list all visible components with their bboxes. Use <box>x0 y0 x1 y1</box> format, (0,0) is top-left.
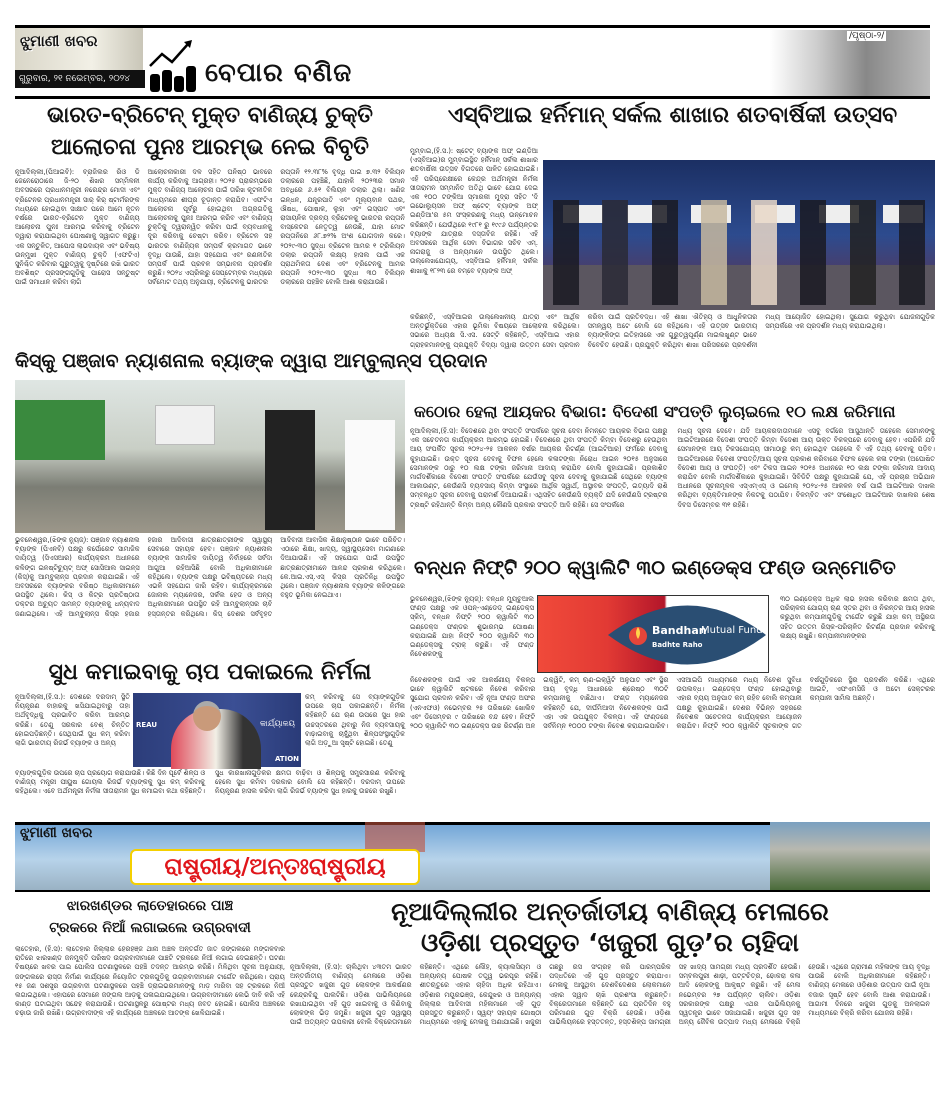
nirmala-body-right: କମ୍ କରିବାକୁ ସେ ବ୍ୟାଙ୍କଗୁଡ଼ିକ ଉପରେ ଚାପ ପକାଇଛନ୍ତି। ନିର୍ମଳା କହିଛନ୍ତି ଯେ ଋଣ ଉପରେ ସୁଧ ହାର ଉଚ୍ଚସ୍ତରରେ ଥିବାରୁ ନିଜ ବ୍ୟବସାୟକୁ ବାଢ଼ାଇବାକୁ ଚାହୁଁଥିବା ଶିଳ୍ପସଂସ୍ଥାଗୁଡ଼ିକ ଲାଗି ଅଡ଼ୁଆ ସୃଷ୍ଟି ହୋଇଛି। ତେଣୁ <box>305 693 405 748</box>
sbi-body-below: କରିଛନ୍ତି, ଏସ୍‌ବିଆଇର ଉଲ୍ଲେଖନୀୟ ଯାତ୍ରା ଏବଂ ଆର୍ଥିକ ଅନ୍ତର୍ଭୁକ୍ତିରେ ଏହାର ଭୂମିକା ବିଷୟରେ ଆଲୋଚନା କରିଥିଲେ। ସଭାରେ ଅଧ୍ୟକ୍ଷ ସି.ଏସ. ସେଟ୍ଟି କହିଛନ୍ତି, ଏସ୍‌ବିଆଇ ଏହାର ଗ୍ରାହକମାନଙ୍କୁ ପ୍ରଯୁକ୍ତି ବିଦ୍ୟା ଦ୍ୱାରା ଉତ୍ତମ ସେବା ପ୍ରଦାନ କରିବା ପାଇଁ ପ୍ରତିବଦ୍ଧ। ଏହି ଶାଖା ଐତିହ୍ୟ ଓ ଆଧୁନିକତାର ସମନ୍ୱୟ ଅଟେ ବୋଲି ସେ କହିଥିଲେ। ଏହି ଉତ୍ସବ ଭାରତୀୟ ବ୍ୟାଙ୍କିଙ୍ଗ ଇତିହାସରେ ଏକ ଗୁରୁତ୍ୱପୂର୍ଣ୍ଣ ମାଇଲଖୁଣ୍ଟ ଭାବେ ବିବେଚିତ ହେଉଛି। ପ୍ରଯୁକ୍ତି କରିଥିବା ଶାଖା ପରିସରରେ ପ୍ରଦର୍ଶନୀ ମଧ୍ୟ ଆୟୋଜିତ ହୋଇଥିଲା। ସୁଯୋଗ କରୁଥିବା ଯୋଜନାଗୁଡ଼ିକ ସମ୍ପର୍କରେ ଏକ ପ୍ରଦର୍ଶନ ମଧ୍ୟ କରାଯାଇଥିଲା। <box>410 313 935 349</box>
bandhan-body-right: ୩୦ ଇଣ୍ଡେକ୍ସ ଅଧିକ ଲାଭ ହାସଲ କରିବାର କ୍ଷମତା ଥିବା, ପରିଚାଳନା ଯୋଗ୍ୟ ଋଣ ସ୍ତର ଥିବା ଓ ନିରନ୍ତର ଆୟ ହାସଲ କରୁଥିବା କମ୍ପାନୀଗୁଡ଼ିକୁ ଟାର୍ଗେଟ କରୁଛି ଯାହା କମ୍ ଅସ୍ଥିରତା ସହିତ ଉତ୍ତମ ରିସ୍କ-ପରିଚାଳିତ ରିଟର୍ଣ୍ଣ ପ୍ରଦାନ କରିବାକୁ ଲକ୍ଷ୍ୟ ରଖୁଛି। କମ୍ପାନୀମାନଙ୍କର <box>780 595 935 640</box>
trade-fair-headline-1: ନୂଆଦିଲ୍ଲୀର ଅନ୍ତର୍ଜାତୀୟ ବାଣିଜ୍ୟ ମେଳାରେ <box>391 897 829 926</box>
pnb-body: ଭୁବନେଶ୍ୱର,(ଝିଙ୍କ ନ୍ୟୁଜ୍): ପଞ୍ଜାବ ନ୍ୟାଶନାଲ ବ୍ୟାଙ୍କ (ପିଏନବି) ପକ୍ଷରୁ କର୍ପୋରେଟ ସାମାଜିକ ଦାୟିତ୍ୱ (ସିଏସଆର) କାର୍ଯ୍ୟକ୍ରମ ଅଧୀନରେ କଳିଙ୍ଗ ଇନଷ୍ଟିଚ୍ୟୁଟ୍ ଅଫ୍ ସୋସିଆଲ ସାଇନ୍ସ (କିସ୍)କୁ ଆମ୍ବୁଲାନ୍ସ ପ୍ରଦାନ କରାଯାଇଛି। ଏହି ଅବସରରେ ବ୍ୟାଙ୍କର ବରିଷ୍ଠ ଅଧିକାରୀମାନେ ଉପସ୍ଥିତ ଥିଲେ। କିସ୍ ଓ କିଟ୍ର ପ୍ରତିଷ୍ଠାତା ଡକ୍ଟର ଅଚ୍ୟୁତ ସାମନ୍ତ ବ୍ୟାଙ୍କକୁ ଧନ୍ୟବାଦ ଜଣାଇଥିଲେ। ଏହି ଆମ୍ବୁଲାନ୍ସ କିସ୍ର ହଜାର ହଜାର ଆଦିବାସୀ ଛାତ୍ରଛାତ୍ରୀଙ୍କ ସ୍ୱାସ୍ଥ୍ୟ ସେବାରେ ସହାୟକ ହେବ। ପଞ୍ଜାବ ନ୍ୟାଶନାଲ ବ୍ୟାଙ୍କ ସାମାଜିକ ଦାୟିତ୍ୱ ନିର୍ବାହରେ ସର୍ବଦା ଆଗୁଆ ରହିଆସିଛି ବୋଲି ଅଧିକାରୀମାନେ କହିଥିଲେ। ବ୍ୟାଙ୍କ ପକ୍ଷରୁ ଭବିଷ୍ୟତରେ ମଧ୍ୟ ଏଭଳି ସହଯୋଗ ଜାରି ରହିବ। କାର୍ଯ୍ୟକ୍ରମରେ ଜୋନାଲ ମ୍ୟାନେଜର, ସର୍କଲ ହେଡ ଓ ଅନ୍ୟ ଅଧିକାରୀମାନେ ଉପସ୍ଥିତ ରହି ଆମ୍ବୁଲାନ୍ସର ଚାବି ହସ୍ତାନ୍ତର କରିଥିଲେ। କିସ୍ ଦେଶର ସର୍ବବୃହତ ଆଦିବାସୀ ଆବାସିକ ଶିକ୍ଷାନୁଷ୍ଠାନ ଭାବେ ପରିଚିତ। ଏଠାରେ ଶିକ୍ଷା, ଖାଦ୍ୟ, ସ୍ୱାସ୍ଥ୍ୟସେବା ମାଗଣାରେ ଦିଆଯାଉଛି। ଏହି ସହଯୋଗ ପାଇଁ ଉପସ୍ଥିତ ଛାତ୍ରଛାତ୍ରୀମାନେ ଆନନ୍ଦ ପ୍ରକାଶ କରିଥିଲେ। କେ.ଆଇ.ଏସ୍.ଏସ୍ କିସ୍‌ର ପ୍ରତିନିଧି ଉପସ୍ଥିତ ଥିଲେ। ପଞ୍ଜାବ ନ୍ୟାଶନାଲ ବ୍ୟାଙ୍କ କଳିଙ୍ଗରେ ବହୁତ ଭୂମିକା ନେଇଥାଏ। <box>15 536 405 618</box>
nirmala-headline: ସୁଧ କମାଇବାକୁ ଚାପ ପକାଇଲେ ନିର୍ମଳା <box>48 660 372 685</box>
masthead-paper-name: ଝୁମାଣୀ ଖବର <box>20 32 98 50</box>
photo-caption-right: କାର୍ଯ୍ୟାଳୟ <box>260 719 295 728</box>
bandhan-body-left: ଭୁବନେଶ୍ୱର,(ଝିଙ୍କ ନ୍ୟୁଜ୍): ବନ୍ଧନ ମ୍ୟୁଚୁଆଲ ଫଣ୍ଡ ପକ୍ଷରୁ ଏକ ଓପନ୍-ଏଣ୍ଡେଡ୍ ଇଣ୍ଡେକ୍ସ ସ୍କିମ୍, ବନ୍ଧନ ନିଫ୍ଟି ୨୦୦ କ୍ୱାଲିଟି ୩୦ ଇଣ୍ଡେକ୍ସ ଫଣ୍ଡର ଶୁଭାରମ୍ଭ ଘୋଷଣା କରାଯାଇଛି ଯାହା ନିଫ୍ଟି ୨୦୦ କ୍ୱାଲିଟି ୩୦ ଇଣ୍ଡେକ୍ସକୁ ଟ୍ରାକ୍ କରୁଛି। ଏହି ଫଣ୍ଡ ନିବେଶକଙ୍କୁ <box>410 595 534 659</box>
bandhan-headline: ବନ୍ଧନ ନିଫ୍ଟି ୨୦୦ କ୍ୱାଲିଟି ୩୦ ଇଣ୍ଡେକ୍ସ ଫଣ୍ଡ ଉନ୍ମୋଚିତ <box>414 557 896 579</box>
nirmala-photo <box>133 693 301 767</box>
photo-caption-left: REAU <box>136 721 158 729</box>
nirmala-body-below: ବ୍ୟାଙ୍କଗୁଡ଼ିକ ଉପରେ ଚାପ ପ୍ରୟୋଗ କରାଯାଉଛି। କିଛି ଦିନ ପୂର୍ବେ ଶିଳ୍ପ ଓ ବାଣିଜ୍ୟ ମନ୍ତ୍ରୀ ପୀୟୁଷ ଗୋୟଲ ରିଜର୍ଭ ବ୍ୟାଙ୍କକୁ ସୁଧ କମ୍ କରିବାକୁ କହିଥିଲେ। ଏବେ ଅର୍ଥମନ୍ତ୍ରୀ ନିର୍ମଳା ସୀତାରାମନ ସୁଧ କମାଇବା କଥା କହିଛନ୍ତି। ସୁଧ କାରଖାନାଗୁଡ଼ିକର କ୍ଷମତା ବାଢ଼ିବା ଓ ଶିଳ୍ପକୁ ସମ୍ପ୍ରସାରଣ କରିବାକୁ ହେଲେ ସୁଧ କମିବା ଦରକାର ବୋଲି ସେ କହିଛନ୍ତି। ଦରଦାମ୍ ଉପରେ ନିୟନ୍ତ୍ରଣ ହାସଲ କରିବା ଲାଗି ରିଜର୍ଭ ବ୍ୟାଙ୍କ ସୁଧ ହାରକୁ ଉଚ୍ଚରେ ରଖୁଛି। <box>15 769 405 796</box>
jharkhand-headline-2: ଟ୍ରକରେ ନିଆଁ ଲଗାଇଲେ ଉଗ୍ରବାଦୀ <box>49 920 251 936</box>
bandhan-mutual-fund-logo <box>537 595 769 673</box>
growth-coins-icon <box>148 38 200 93</box>
masthead-bottom-rule <box>15 96 930 99</box>
uk-trade-body <box>15 168 405 330</box>
sbi-headline: ଏସ୍‌ବିଆଇ ହର୍ନିମାନ୍ ସର୍କଲ ଶାଖାର ଶତବାର୍ଷିକୀ ଉତ୍ସବ <box>447 103 898 128</box>
section-title: ବେପାର ବଣିଜ <box>205 58 353 88</box>
banner-bottom-rule <box>15 890 930 892</box>
uk-trade-headline-2: ଆଲୋଚନା ପୁନଃ ଆରମ୍ଭ ନେଇ ବିବୃତି <box>51 135 369 160</box>
pnb-ambulance-photo <box>15 380 405 533</box>
income-tax-paragraph: ମଧ୍ୟ ସୂଚନା ଦେବେ। ଯଦି ଆୟକରଦାତାମାନେ ଏସବୁ ବର୍ଗରେ ଆସୁଥାନ୍ତି ତାହେଲେ ସେମାନଙ୍କୁ ଆଇଟିଆରରେ ବିଦେଶୀ ସଂପତ୍ତି କିମ୍ବା ବିଦେଶୀ ଆୟ ଉକ୍ତ ବିକଳ୍ପରେ ଦେବାକୁ ହେବ। ଏପରିକି ଯଦି ସେମାନଙ୍କ ଆୟ ଟିକସଯୋଗ୍ୟ ସୀମାଠାରୁ କମ୍ ହୋଇଥିବ ତାହେଲେ ବି ଏହି ତଥ୍ୟ ଦେବାକୁ ପଡ଼ିବ। ଆଇଟିଆରରେ ବିଦେଶୀ ସଂପତ୍ତି/ଆୟ ସୂଚନା ପ୍ରକାଶ କରିବାରେ ବିଫଳ ହେଲେ କଳା ଟଙ୍କା (ଅଘୋଷିତ ବିଦେଶୀ ଆୟ ଓ ସଂପତ୍ତି) ଏବଂ ଟିକସ ଆଇନ ୨୦୧୫ ଅଧୀନରେ ୧୦ ଲକ୍ଷ ଟଙ୍କା ଜରିମାନା ଆଦାୟ କରାଯିବ ବୋଲି ମାର୍ଗଦର୍ଶିକାରେ କୁହାଯାଇଛି। ସିବିଡିଟି ପକ୍ଷରୁ କୁହାଯାଇଛି ଯେ, ଏହି ପ୍ରଚାର ଅଭିଯାନ ଅଧୀନରେ ସୂଚନାମୂଳକ ଏସ୍‌ଏମ୍‌ଏସ୍ ଓ ଇମେଲ୍ ୨୦୨୪-୨୫ ଆକଳନ ବର୍ଷ ପାଇଁ ଆଇଟିଆର ଦାଖଲ କରିଥିବା ବ୍ୟକ୍ତିମାନଙ୍କ ନିକଟକୁ ପଠାଯିବ। ବିଳମ୍ବିତ ଏବଂ ସଂଶୋଧିତ ଆଇଟିଆର ଦାଖଲର ଶେଷ ଦିବସ ଡିସେମ୍ବର ୩୧ ରହିଛି। <box>677 427 935 509</box>
jharkhand-body: ଲାତେହାର, (ହି.ସ): ଲାତେହାର ଜିଲ୍ଲାର ହେରହଞ୍ଜ ଥାନା ଅଞ୍ଚଳ ଅନ୍ତର୍ଗତ ଜାତ ଜଙ୍ଗଲରେ ମଙ୍ଗଳବାର ରାତିରେ ଝାରଖଣ୍ଡ ଜନମୁକ୍ତି ପରିଷଦ ଉଗ୍ରବାଦୀମାନେ ପାଞ୍ଚଟି ଟ୍ରକରେ ନିଆଁ ଲଗାଇ ଦେଇଛନ୍ତି। ଘଟଣା ବିଷୟରେ ଖବର ପାଇ ପୋଲିସ ଘଟଣାସ୍ଥଳରେ ପହଞ୍ଚି ତଦନ୍ତ ଆରମ୍ଭ କରିଛି। ମିଳିଥିବା ସୂଚନା ଅନୁଯାୟୀ, ଜଙ୍ଗଲରେ ରାସ୍ତା ନିର୍ମାଣ କାର୍ଯ୍ୟରେ ନିୟୋଜିତ ଟ୍ରକଗୁଡ଼ିକୁ ଉଗ୍ରବାଦୀମାନେ ଟାର୍ଗେଟ କରିଥିଲେ। ପ୍ରାୟ ୧୫ ଜଣ ସଶସ୍ତ୍ର ଉଗ୍ରବାଦୀ ଘଟଣାସ୍ଥଳରେ ପହଞ୍ଚି ଡ୍ରାଇଭରମାନଙ୍କୁ ମାଡ଼ ମାରିବା ସହ ଟ୍ରକରେ ନିଆଁ ଲଗାଇଥିଲେ। ଏହାପରେ ସେମାନେ ଜଙ୍ଗଲ ଆଡ଼କୁ ପଳାଇଯାଇଥିଲେ। ଉଗ୍ରବାଦୀମାନେ ଲେଭି ଦାବି କରି ଏହି କାଣ୍ଡ ଘଟାଇଥିବା ସନ୍ଦେହ କରାଯାଉଛି। ଘଟଣାସ୍ଥଳରୁ ପୋଷ୍ଟର ମଧ୍ୟ ଜବତ ହୋଇଛି। ପୋଲିସ ଅଞ୍ଚଳରେ ଚଢ଼ାଉ ଜାରି ରଖିଛି। ଉଗ୍ରବାଦୀଙ୍କ ଏହି କାର୍ଯ୍ୟରେ ଅଞ୍ଚଳରେ ଆତଙ୍କ ଖେଳିଯାଇଛି। <box>15 945 285 1018</box>
jharkhand-headline-1: ଝାରଖଣ୍ଡର ଲାତେହାରରେ ପାଞ୍ଚ <box>66 898 234 914</box>
income-tax-paragraph: ନୂଆଦିଲ୍ଲୀ,(ହି.ସ): ବିଦେଶରେ ଥିବା ସଂପତ୍ତି ସଂପର୍କରେ ସୂଚନା ଦେବା ନିମନ୍ତେ ଆୟକର ବିଭାଗ ପକ୍ଷରୁ ଏକ ସଚେତନତା କାର୍ଯ୍ୟକ୍ରମ ଆରମ୍ଭ ହୋଇଛି। ବିଦେଶରେ ଥିବା ସଂପତ୍ତି କିମ୍ବା ବିଦେଶରୁ ହେଉଥିବା ଆୟ ସଂପର୍କିତ ସୂଚନା ୨୦୨୪-୨୫ ଆକଳନ ବର୍ଷର ଆୟକର ରିଟର୍ଣ୍ଣ (ଆଇଟିଆର) ଫର୍ମରେ ଦେବାକୁ କୁହାଯାଇଛି। ଉକ୍ତ ସୂଚନା ଦେବାକୁ ବିଫଳ ହେଲେ କଳାଟଙ୍କା ନିରୋଧ ଆଇନ ୨୦୧୫ ଅନୁସାରେ ସେମାନଙ୍କ ଠାରୁ ୧୦ ଲକ୍ଷ ଟଙ୍କା ଜରିମାନା ଆଦାୟ କରାଯିବ ବୋଲି କୁହାଯାଇଛି। ପ୍ରକାଶିତ ମାର୍ଗଦର୍ଶିକାରେ ବିଦେଶୀ ସଂପତ୍ତି ସଂପର୍କରେ ଯେଉଁସବୁ ସୂଚନା ଦେବାକୁ କୁହାଯାଇଛି ସେଥିରେ ବ୍ୟାଙ୍କ ଆକାଉଣ୍ଟ, କେଉଁଣସି ବ୍ୟବସାୟ କିମ୍ବା ସଂସ୍ଥାରେ ଆର୍ଥିକ ସ୍ୱାର୍ଥ, ଅସ୍ଥାବର ସଂପତ୍ତି, ଇତ୍ୟାଦି ରାଶି ସମ୍ବନ୍ଧିତ ସୂଚନା ଦେବାକୁ ପରାମର୍ଶ ଦିଆଯାଇଛି। ଏଥିସହିତ କେଉଁଣସି ବ୍ୟକ୍ତି ଯଦି କେଉଁଣସି ଟ୍ରଷ୍ଟର ଟ୍ରଷ୍ଟି ରହିଥାନ୍ତି କିମ୍ବା ଅନ୍ୟ କୌଣସି ପ୍ରକାର ସଂପତ୍ତି ଆଦି ରହିଛି। ସେ ସଂପର୍କରେ <box>410 427 668 509</box>
income-tax-body <box>410 427 935 553</box>
nirmala-body-left: ନୂଆଦିଲ୍ଲୀ,(ହି.ସ.): ଦେଶରେ ଦରଦାମ୍ ସ୍ଥିତି ନିୟନ୍ତ୍ରଣ ବାହାରକୁ ଖସିଯାଇଥିବାରୁ ତାହା ଅର୍ଥବୃଦ୍ଧିକୁ ପ୍ରଭାବିତ କରିବା ଆରମ୍ଭ କରିଛି। ତେଣୁ ସରକାର ବେଶ୍ ଚିନ୍ତିତ ହୋଇପଡ଼ିଛନ୍ତି। ସେଥିପାଇଁ ସୁଧ କମ୍ କରିବା ଲାଗି ଭାରତୀୟ ରିଜର୍ଭ ବ୍ୟାଙ୍କ ଓ ଅନ୍ୟ <box>15 693 130 748</box>
income-tax-headline: କଠୋର ହେଲା ଆୟକର ବିଭାଗ: ବିଦେଶୀ ସଂପତ୍ତି ଲୁଚାଇଲେ ୧୦ ଲକ୍ଷ ଜରିମାନା <box>414 402 896 421</box>
logo-text: Bandhan <box>652 624 707 637</box>
page-number: /ପୃଷ୍ଠା-୨/ <box>849 31 885 41</box>
masthead-date: ଗୁରୁବାର, ୨୧ ନଭେମ୍ବର, ୨୦୨୪ <box>15 70 145 88</box>
uk-trade-headline-1: ଭାରତ-ବ୍ରିଟେନ୍ ମୁକ୍ତ ବାଣିଜ୍ୟ ଚୁକ୍ତି <box>47 103 373 128</box>
uk-trade-paragraph: ଆଲୋଚନାକାରୀ ଦଳ ସହିତ ଘନିଷ୍ଠ ଭାବରେ କାର୍ଯ୍ୟ କରିବାକୁ ଆଗ୍ରହୀ। ୨୦୨୫ ପ୍ରାରମ୍ଭରେ ମୁକ୍ତ ବାଣିଜ୍ୟ ଆଲୋଚନା ପାଇଁ ତାରିଖ କୂଟନୀତିକ ମାଧ୍ୟମରେ ଶୀଘ୍ର ଚୂଡ଼ାନ୍ତ କରାଯିବ। ଏଫଟିଏ ଆଲୋଚନା ପୂର୍ବରୁ ହୋଇଥିବା ଅଗ୍ରଗତିକୁ ଆଲୋଚନାକୁ ପୁନଃ ଆରମ୍ଭ କରିବ ଏବଂ ବାଣିଜ୍ୟ ଚୁକ୍ତିକୁ ତ୍ୱରାନ୍ୱିତ କରିବା ପାଇଁ ବ୍ୟବଧାନକୁ ଦୂର କରିବାକୁ ଚେଷ୍ଟା କରିବ। ବ୍ରିଟେନ ସହ ଭାରତର ବାଣିଜ୍ୟିକ ସମ୍ପର୍କ କ୍ରମାଗତ ଭାବେ ବୃଦ୍ଧି ପାଉଛି, ଯାହା ସହଯୋଗ ଏବଂ ରଣନୀତିକ ସମ୍ପର୍କ ପାଇଁ ପ୍ରବଳ ସମ୍ଭାବନା ପ୍ରଦର୍ଶନ କରୁଛି। ୨୦୨୪ ଏପ୍ରିଲରୁ ସେପ୍ଟେମ୍ବର ମଧ୍ୟରେ ସର୍ବମୋଟ ତଥ୍ୟ ଅନୁଯାୟୀ, ବ୍ରିଟେନକୁ ଭାରତର <box>147 168 273 287</box>
uk-trade-paragraph: ନୂଆଦିଲ୍ଲୀ,(ପିଆଇବି): ବ୍ରାଜିଲର ରିଓ ଡି ଜେନେରୋଠାରେ ଜି-୨୦ ଶିଖର ସମ୍ମିଳନୀ ଅବସରରେ ପ୍ରଧାନମନ୍ତ୍ରୀ ନରେନ୍ଦ୍ର ମୋଦୀ ଏବଂ ବ୍ରିଟେନର ପ୍ରଧାନମନ୍ତ୍ରୀ ସାର୍ କିର୍ ଷ୍ଟାର୍ମରଙ୍କ ମଧ୍ୟରେ ହୋଇଥିବା ସାକ୍ଷାତ ପରେ ଆମେ ନୂତନ ବର୍ଷରେ ଭାରତ-ବ୍ରିଟେନ ମୁକ୍ତ ବାଣିଜ୍ୟ ଆଲୋଚନା ପୁନଃ ଆରମ୍ଭ କରିବାକୁ ବ୍ରିଟେନ ଦ୍ୱାରା କରାଯାଇଥିବା ଘୋଷଣାକୁ ସ୍ୱାଗତ କରୁଛୁ। ଏକ ସନ୍ତୁଳିତ, ଆପୋସ ଲାଭଦାୟକ ଏବଂ ଭବିଷ୍ୟ ଉନ୍ମୁଖୀ ମୁକ୍ତ ବାଣିଜ୍ୟ ଚୁକ୍ତି (ଏଫଟିଏ) ସୁନିଶ୍ଚିତ କରିବାର ଗୁରୁତ୍ୱକୁ ଦୃଷ୍ଟିରେ ରଖି ଭାରତ ଅବଶିଷ୍ଟ ପ୍ରସଙ୍ଗଗୁଡ଼ିକୁ ପାରୋସ ସନ୍ତୁଷ୍ଟ ପାଇଁ ସମାଧାନ କରିବା ଲାଗି <box>15 168 140 287</box>
uk-trade-paragraph: ରପ୍ତାନି ୧୨.୩୮% ବୃଦ୍ଧି ପାଇ ୭.୩୨ ବିଲିୟନ ଡଲାରରେ ପହଞ୍ଚିଛି, ଯାହାକି ୨୦୨୩ର ସମାନ ଅବଧିରେ ୬.୫୧ ବିଲିୟନ ଡଲାର ଥିଲା। ଖଣିଜ ଇନ୍ଧନ, ଯନ୍ତ୍ରପାତି ଏବଂ ମୂଲ୍ୟବାନ ପଥର, ଔଷଧ, ପୋଷାକ, ଲୁହା ଏବଂ ଇସ୍ପାତ ଏବଂ ରାସାୟନିକ ଦ୍ରବ୍ୟ ବ୍ରିଟେନକୁ ଭାରତର ରପ୍ତାନି ବାସ୍କେଟର ନେତୃତ୍ୱ ନେଉଛି, ଯାହା ମୋଟ ରପ୍ତାନିରେ ୬୮.୭୨% ଅଂଶ ଯୋଗଦାନ କରେ। ୨୦୨୯-୩୦ ସୁଦ୍ଧା ବ୍ରିଟେନ ଆମର ୧ ଟ୍ରିଲିୟନ ଡଲାର ରପ୍ତାନି ଲକ୍ଷ୍ୟ ହାସଲ ପାଇଁ ଏକ ପ୍ରାଥମିକତା ଦେଶ ଏବଂ ବ୍ରିଟେନକୁ ଆମର ରପ୍ତାନି ୨୦୨୯-୩୦ ସୁଦ୍ଧା ୩୦ ବିଲିୟନ ଡଲାରରେ ପହଞ୍ଚିବ ବୋଲି ଆଶା କରାଯାଉଛି। <box>280 168 405 287</box>
banner-section-title: ରାଷ୍ଟ୍ରୀୟ/ଅନ୍ତଃରାଷ୍ଟ୍ରୀୟ <box>130 849 420 885</box>
sbi-event-photo <box>543 160 935 310</box>
trade-fair-body: ନୂଆଦିଲ୍ଲୀ, (ହି.ସ): ଚାଲିଥିବା ୪୩ତମ ଭାରତ ଅନ୍ତର୍ଜାତୀୟ ବାଣିଜ୍ୟ ମେଳାରେ ଓଡ଼ିଶା ପ୍ରସ୍ତୁତ ଖଜୁରୀ ଗୁଡ଼ ଲୋକଙ୍କ ଆକର୍ଷଣର କେନ୍ଦ୍ରବିନ୍ଦୁ ପାଲଟିଛି। ଓଡ଼ିଶା ପାଭିଲିୟନରେ ରଖାଯାଇଥିବା ଏହି ଗୁଡ଼ ଖାଇବାକୁ ଓ କିଣିବାକୁ ଲୋକଙ୍କ ଭିଡ଼ ଜମୁଛି। ଖଜୁରୀ ଗୁଡ଼ ସ୍ୱାସ୍ଥ୍ୟ ପାଇଁ ଅତ୍ୟନ୍ତ ଉପକାରୀ ବୋଲି ବିକ୍ରେତାମାନେ କହିଛନ୍ତି। ଏଥିରେ ଲୌହ, କ୍ୟାଲସିୟମ ଓ ଅନ୍ୟାନ୍ୟ ପୋଷକ ତତ୍ତ୍ୱ ଭରପୂର ରହିଛି। ଶୀତଋତୁରେ ଏହାର ଚାହିଦା ଅଧିକ ରହିଥାଏ। ଓଡ଼ିଶାର ମୟୂରଭଞ୍ଜ, କେନ୍ଦୁଝର ଓ ଅନ୍ୟାନ୍ୟ ଜିଲ୍ଲାର ଆଦିବାସୀ ମହିଳାମାନେ ଏହି ଗୁଡ଼ ପ୍ରସ୍ତୁତ କରୁଛନ୍ତି। ସ୍ୱୟଂ ସହାୟକ ଗୋଷ୍ଠୀ ମାଧ୍ୟମରେ ଏହାକୁ ମେଳାକୁ ଅଣାଯାଇଛି। ଖଜୁରୀ ଗଛରୁ ରସ ସଂଗ୍ରହ କରି ପାରମ୍ପରିକ ପଦ୍ଧତିରେ ଏହି ଗୁଡ଼ ପ୍ରସ୍ତୁତ କରାଯାଏ। ମେଳାକୁ ଆସୁଥିବା ଦେଶବିଦେଶର ଲୋକମାନେ ଏହାର ସ୍ୱାଦ ଚାଖି ପ୍ରଶଂସା କରୁଛନ୍ତି। ବିକ୍ରେତାମାନେ କହିଛନ୍ତି ଯେ ପ୍ରତିଦିନ ବହୁ ପରିମାଣର ଗୁଡ଼ ବିକ୍ରି ହେଉଛି। ଓଡ଼ିଶା ପାଭିଲିୟନରେ ହସ୍ତତନ୍ତ, ହସ୍ତଶିଳ୍ପ ସାମଗ୍ରୀ ସହ ଖାଦ୍ୟ ସାମଗ୍ରୀ ମଧ୍ୟ ପ୍ରଦର୍ଶିତ ହେଉଛି। ସମ୍ବଲପୁରୀ ଶାଢ଼ୀ, ପଟ୍ଟଚିତ୍ର, ଢୋକରା କଳା ଆଦି ଲୋକଙ୍କୁ ଆକୃଷ୍ଟ କରୁଛି। ଏହି ମେଳା ନଭେମ୍ବର ୨୭ ପର୍ଯ୍ୟନ୍ତ ଚାଲିବ। ଓଡ଼ିଶା ସରକାରଙ୍କ ପକ୍ଷରୁ ଏଥର ପାଭିଲିୟନକୁ ସ୍ୱତନ୍ତ୍ର ଭାବେ ସଜାଯାଇଛି। ଖଜୁରୀ ଗୁଡ଼ ସହ ଅନ୍ୟ ଜୈବିକ ଉତ୍ପାଦ ମଧ୍ୟ ମେଳାରେ ବିକ୍ରି ହେଉଛି। ଏଥିରେ ଗ୍ରାମୀଣ ମହିଳାଙ୍କ ଆୟ ବୃଦ୍ଧି ପାଉଛି ବୋଲି ଅଧିକାରୀମାନେ କହିଛନ୍ତି। ବାଣିଜ୍ୟ ମେଳାରେ ଓଡ଼ିଶାର ଉତ୍ପାଦ ପାଇଁ ନୂଆ ବଜାର ସୃଷ୍ଟି ହେବ ବୋଲି ଆଶା କରାଯାଉଛି। ଆଗାମୀ ଦିନରେ ଖଜୁରୀ ଗୁଡ଼କୁ ଅନଲାଇନ ମାଧ୍ୟମରେ ବିକ୍ରି କରିବା ଯୋଜନା ରହିଛି। <box>290 963 930 1027</box>
trade-fair-headline-2: ଓଡ଼ିଶା ପ୍ରସ୍ତୁତ ‘ଖଜୁରୀ ଗୁଡ଼’ର ଚାହିଦା <box>421 928 799 957</box>
national-international-banner <box>15 822 930 890</box>
pnb-headline: କିସ୍କୁ ପଞ୍ଜାବ ନ୍ୟାଶନାଲ ବ୍ୟାଙ୍କ ଦ୍ୱାରା ଆମ୍ବୁଲାନ୍ସ ପ୍ରଦାନ <box>15 350 488 372</box>
sbi-body-side: ମୁମ୍ବାଇ,(ହି.ସ.): ଷ୍ଟେଟ୍ ବ୍ୟାଙ୍କ ଅଫ୍ ଇଣ୍ଡିଆ (ଏସ୍‌ବିଆଇ)ର ମୁମ୍ବାଇସ୍ଥିତ ହର୍ନିମାନ୍ ସର୍କଲ ଶାଖାର ଶତବାର୍ଷିକୀ ଉତ୍ସବ ବିଗତରେ ପାଳିତ ହୋଇଯାଇଛି। ଏହି ପରିପ୍ରେକ୍ଷୀରେ କେନ୍ଦ୍ର ଅର୍ଥମନ୍ତ୍ରୀ ନିର୍ମଳା ସୀତାରାମନ ସମ୍ମାନିତ ଅତିଥି ଭାବେ ଯୋଗ ଦେଇ ଏକ ୧୦୦ ଟଙ୍କିଆ ସ୍ମାରକୀ ମୁଦ୍ରା ସହିତ 'ଦି ଇଭୋଲ୍ୟୁସନ ଅଫ୍ ଷ୍ଟେଟ୍ ବ୍ୟାଙ୍କ ଅଫ୍ ଇଣ୍ଡିଆ'ର ୫ମ ସଂସ୍କରଣକୁ ମଧ୍ୟ ଉନ୍ମୋଚନ କରିଛନ୍ତି। ଯେଉଁଥିରେ ୧୯୮୧ ରୁ ୧୯୯୬ ପର୍ଯ୍ୟନ୍ତର ବ୍ୟାଙ୍କ ଯାତ୍ରାର ଦସ୍ତାବିଜ ରହିଛି। ଏହି ଅବସରରେ ଆର୍ଥିକ ସେବା ବିଭାଗର ସଚିବ ଏମ୍. ନାଗରାଜୁ ଓ ଅନ୍ୟମାନେ ଉପସ୍ଥିତ ଥିଲେ। ଉଲ୍ଲେଖଯୋଗ୍ୟ, ଏସ୍‌ବିଆଇ ହର୍ନିମାନ୍ ସର୍କଲ ଶାଖାକୁ ୧୮୨୩ ରେ ବମ୍ବେ ବ୍ୟାଙ୍କ ଅଫ୍ <box>410 147 538 275</box>
banner-paper-name: ଝୁମାଣୀ ଖବର <box>20 825 93 841</box>
bandhan-body-below: ନିବେଶକଙ୍କ ପାଇଁ ଏକ ଆକର୍ଷଣୀୟ ବିକଳ୍ପ ଭାବେ କ୍ୱାଲିଟି ଷ୍ଟକରେ ନିବେଶ କରିବାର ସୁଯୋଗ ପ୍ରଦାନ କରିବ। ଏହି ନୂଆ ଫଣ୍ଡ ଅଫର (ଏନଏଫଓ) ନଭେମ୍ବର ୨୫ ତାରିଖରେ ଖୋଲିବ ଏବଂ ଡିସେମ୍ବର ୯ ତାରିଖରେ ବନ୍ଦ ହେବ। ନିଫ୍ଟି ୨୦୦ କ୍ୱାଲିଟି ୩୦ ଇଣ୍ଡେକ୍ସ ଉଚ୍ଚ ରିଟର୍ଣ୍ଣ ଅନ ଇକ୍ୱିଟି, କମ୍ ଋଣ-ଇକ୍ୱିଟି ଅନୁପାତ ଏବଂ ସ୍ଥିର ଆୟ ବୃଦ୍ଧି ଆଧାରରେ ଶ୍ରେଷ୍ଠ ୩୦ଟି କମ୍ପାନୀକୁ ବାଛିଥାଏ। ଫଣ୍ଡ ମ୍ୟାନେଜର କହିଛନ୍ତି ଯେ, ଦୀର୍ଘମିଆଦୀ ନିବେଶକଙ୍କ ପାଇଁ ଏହା ଏକ ଉପଯୁକ୍ତ ବିକଳ୍ପ। ଏହି ଫଣ୍ଡରେ ସର୍ବନିମ୍ନ ୧୦୦୦ ଟଙ୍କା ନିବେଶ କରାଯାଇପାରିବ। ଏସଆଇପି ମାଧ୍ୟମରେ ମଧ୍ୟ ନିବେଶ ସୁବିଧା ଉପଲବ୍ଧ। ଇଣ୍ଡେକ୍ସ ଫଣ୍ଡ ହୋଇଥିବାରୁ ଏହାର ବ୍ୟୟ ଅନୁପାତ କମ୍ ରହିବ ବୋଲି କମ୍ପାନୀ ପକ୍ଷରୁ କୁହାଯାଇଛି। ଦେଶର ବିଭିନ୍ନ ସହରରେ ନିବେଶକ ସଚେତନତା କାର୍ଯ୍ୟକ୍ରମ ଆୟୋଜନ କରାଯିବ। ନିଫ୍ଟି ୨୦୦ କ୍ୱାଲିଟି ସୂଚକାଙ୍କ ଗତ ବର୍ଷଗୁଡ଼ିକରେ ସ୍ଥିର ପ୍ରଦର୍ଶନ କରିଛି। ଏଥିରେ ଆଇଟି, ଏଫଏମସିଜି ଓ ଅଟୋ ସେକ୍ଟରର କମ୍ପାନୀ ସାମିଲ ଅଛନ୍ତି। <box>410 676 935 731</box>
logo-text-2: Mutual Fund <box>701 625 763 636</box>
logo-tagline: Badhte Raho <box>652 641 703 649</box>
photo-caption-bottom: ATION <box>274 755 299 763</box>
masthead-top-rule <box>15 25 930 28</box>
